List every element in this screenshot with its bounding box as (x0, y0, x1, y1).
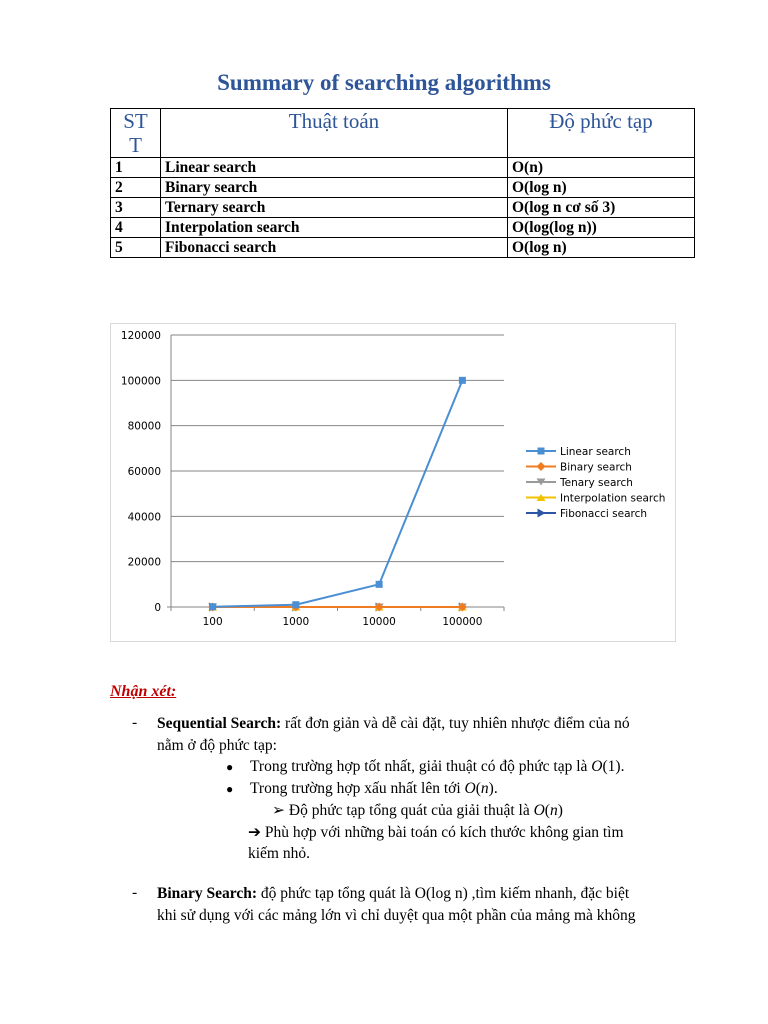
best-case-text: Trong trường hợp tốt nhất, giải thuật có độ phức tạp là (250, 758, 592, 775)
header-complexity: Độ phức tạp (508, 109, 695, 158)
conclusion-line2: kiếm nhỏ. (248, 845, 310, 862)
cell-algorithm: Ternary search (161, 198, 508, 218)
legend-label-interpolation-search: Interpolation search (560, 492, 666, 505)
y-tick-label: 0 (154, 602, 161, 614)
y-tick-label: 40000 (127, 511, 161, 524)
x-tick-label: 1000 (282, 616, 310, 628)
cell-algorithm: Binary search (161, 178, 508, 198)
general-n: n (549, 802, 558, 819)
legend-label-binary-search: Binary search (560, 461, 632, 474)
sequential-label: Sequential Search: (157, 715, 282, 732)
general-paren-open: ( (544, 802, 550, 819)
y-tick-label: 80000 (127, 420, 161, 433)
conclusion-line (248, 823, 624, 843)
sequential-text-line2: nằm ở độ phức tạp: (157, 737, 277, 754)
cell-complexity: O(log(log n)) (508, 218, 695, 238)
header-stt: ST T (111, 109, 161, 158)
cell-complexity: O(log n) (508, 238, 695, 258)
general-complexity-text: Độ phức tạp tổng quát của giải thuật là (285, 802, 534, 819)
right-arrow-icon: ➔ (248, 824, 261, 841)
worst-case-bullet (250, 779, 498, 799)
sequential-search-paragraph (157, 714, 630, 734)
bullet-dot: ● (226, 782, 234, 796)
y-tick-label: 60000 (127, 466, 161, 478)
x-tick-label: 10000 (362, 616, 396, 628)
binary-search-paragraph (157, 884, 629, 904)
cell-algorithm: Linear search (161, 158, 508, 178)
worst-case-n: n (480, 780, 489, 797)
best-case-bullet (250, 757, 624, 777)
x-tick-label: 100000 (442, 616, 483, 628)
cell-algorithm: Interpolation search (161, 218, 508, 238)
worst-case-text: Trong trường hợp xấu nhất lên tới (250, 780, 465, 797)
cell-index: 5 (111, 238, 161, 258)
general-paren-close: ) (557, 802, 563, 819)
best-case-o: O (591, 758, 603, 775)
page-title: Summary of searching algorithms (217, 70, 551, 95)
worst-case-paren-open: ( (475, 780, 481, 797)
arrowhead-icon: ➢ (272, 802, 285, 819)
sequential-text: rất đơn giản và dễ cài đặt, tuy nhiên nhược điểm của nó (281, 715, 630, 732)
dash-bullet: - (132, 714, 138, 731)
cell-complexity: O(log n cơ số 3) (508, 198, 695, 218)
cell-algorithm: Fibonacci search (161, 238, 508, 258)
legend-label-tenary-search: Tenary search (560, 477, 633, 489)
legend-label-fibonacci-search: Fibonacci search (560, 508, 648, 520)
bullet-dot: ● (226, 760, 234, 774)
legend-label-linear-search: Linear search (560, 446, 631, 458)
y-tick-label: 120000 (120, 330, 161, 342)
binary-text-line2: khi sử dụng với các mảng lớn vì chỉ duyệt qua một phần của mảng mà không (157, 907, 636, 924)
notes-heading: Nhận xét: (110, 683, 177, 700)
dash-bullet: - (132, 884, 138, 901)
cell-index: 3 (111, 198, 161, 218)
best-case-value: (1). (602, 758, 625, 775)
y-tick-label: 20000 (127, 556, 161, 569)
cell-index: 2 (111, 178, 161, 198)
binary-label: Binary Search: (157, 885, 258, 902)
header-algorithm: Thuật toán (161, 109, 508, 158)
general-o: O (533, 802, 545, 819)
binary-text: độ phức tạp tổng quát là O(log n) ,tìm kiếm nhanh, đặc biệt (257, 885, 630, 902)
worst-case-o: O (464, 780, 476, 797)
x-tick-label: 100 (202, 616, 223, 628)
cell-complexity: O(n) (508, 158, 695, 178)
general-complexity-line (272, 801, 563, 821)
cell-index: 1 (111, 158, 161, 178)
cell-complexity: O(log n) (508, 178, 695, 198)
worst-case-paren-close: ). (488, 780, 498, 797)
y-tick-label: 100000 (120, 375, 161, 388)
conclusion-text: Phù hợp với những bài toán có kích thước không gian tìm (261, 824, 624, 841)
cell-index: 4 (111, 218, 161, 238)
